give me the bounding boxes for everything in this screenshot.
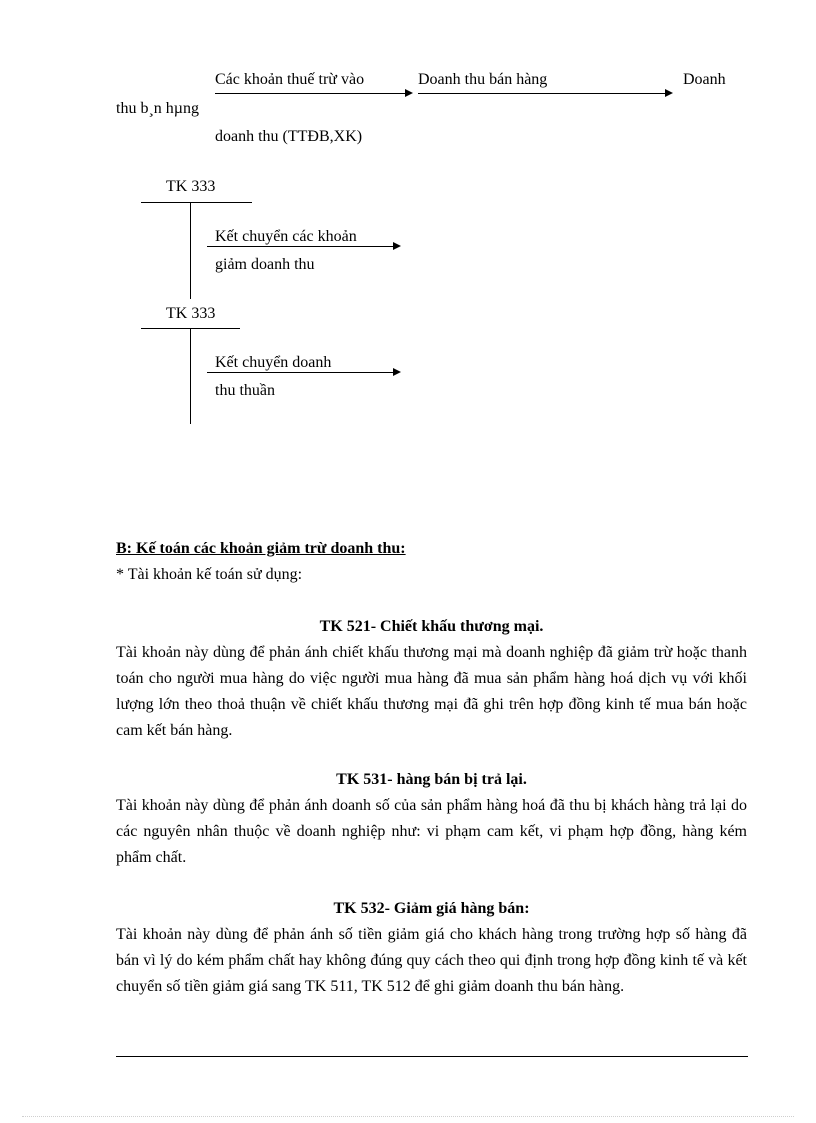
section-intro: * Tài khoản kế toán sử dụng: — [116, 566, 303, 583]
t-account-vertical-line — [190, 328, 191, 424]
t-account-title: TK 333 — [166, 305, 216, 322]
t-account-entry-line1: Kết chuyển doanh — [215, 354, 332, 371]
t-account-arrow-head — [393, 242, 401, 250]
flow-arrow-1-line — [215, 93, 405, 94]
flow-label-thu-line: thu b¸n hµng — [116, 100, 199, 117]
t-account-title: TK 333 — [166, 178, 216, 195]
t-account-entry-line2: giảm doanh thu — [215, 256, 315, 273]
t-account-arrow-head — [393, 368, 401, 376]
t-account-vertical-line — [190, 202, 191, 299]
page-bottom-edge — [22, 1116, 794, 1117]
flow-label-taxes-sub: doanh thu (TTĐB,XK) — [215, 128, 363, 145]
flow-label-taxes: Các khoản thuế trừ vào — [215, 71, 365, 88]
account-body-531: Tài khoản này dùng để phản ánh doanh số của sản phẩm hàng hoá đã thu bị khách hàng trả lại do các nguyên nhân thuộc về doanh nghiệp như: vi phạm cam kết, vi phạm hợp đồng, hàng kém phẩm chất. — [116, 797, 747, 866]
flow-arrow-1-head — [405, 89, 413, 97]
flow-label-revenue: Doanh thu bán hàng — [418, 71, 548, 88]
account-body-521: Tài khoản này dùng để phản ánh chiết khấu thương mại mà doanh nghiệp đã giảm trừ hoặc thanh toán cho người mua hàng do việc người mua hàng đã mua sản phẩm hàng hoá dịch vụ với khối lượng lớn theo thoả thuận về chiết khấu thương mại đã ghi trên hợp đồng kinh tế mua bán hoặc cam kết bán hàng. — [116, 644, 747, 739]
t-account-arrow-line — [207, 372, 393, 373]
account-title-532: TK 532- Giảm giá hàng bán: — [333, 900, 530, 917]
account-title-531: TK 531- hàng bán bị trả lại. — [336, 771, 527, 788]
footer-divider — [116, 1056, 748, 1057]
flow-arrow-2-line — [418, 93, 665, 94]
t-account-entry-line2: thu thuần — [215, 382, 275, 399]
account-body-532: Tài khoản này dùng để phản ánh số tiền giảm giá cho khách hàng trong trường hợp số hàng đã bán vì lý do kém phẩm chất hay không đúng quy cách theo qui định trong hợp đồng kinh tế và kết chuyển số tiền giảm giá sang TK 511, TK 512 để ghi giảm doanh thu bán hàng. — [116, 926, 747, 995]
t-account-arrow-line — [207, 246, 393, 247]
account-title-521: TK 521- Chiết khấu thương mại. — [319, 618, 544, 635]
t-account-top-line — [141, 202, 252, 203]
t-account-entry-line1: Kết chuyển các khoản — [215, 228, 357, 245]
flow-label-doanh: Doanh — [683, 71, 726, 88]
section-heading: B: Kế toán các khoản giảm trừ doanh thu: — [116, 540, 406, 557]
flow-arrow-2-head — [665, 89, 673, 97]
